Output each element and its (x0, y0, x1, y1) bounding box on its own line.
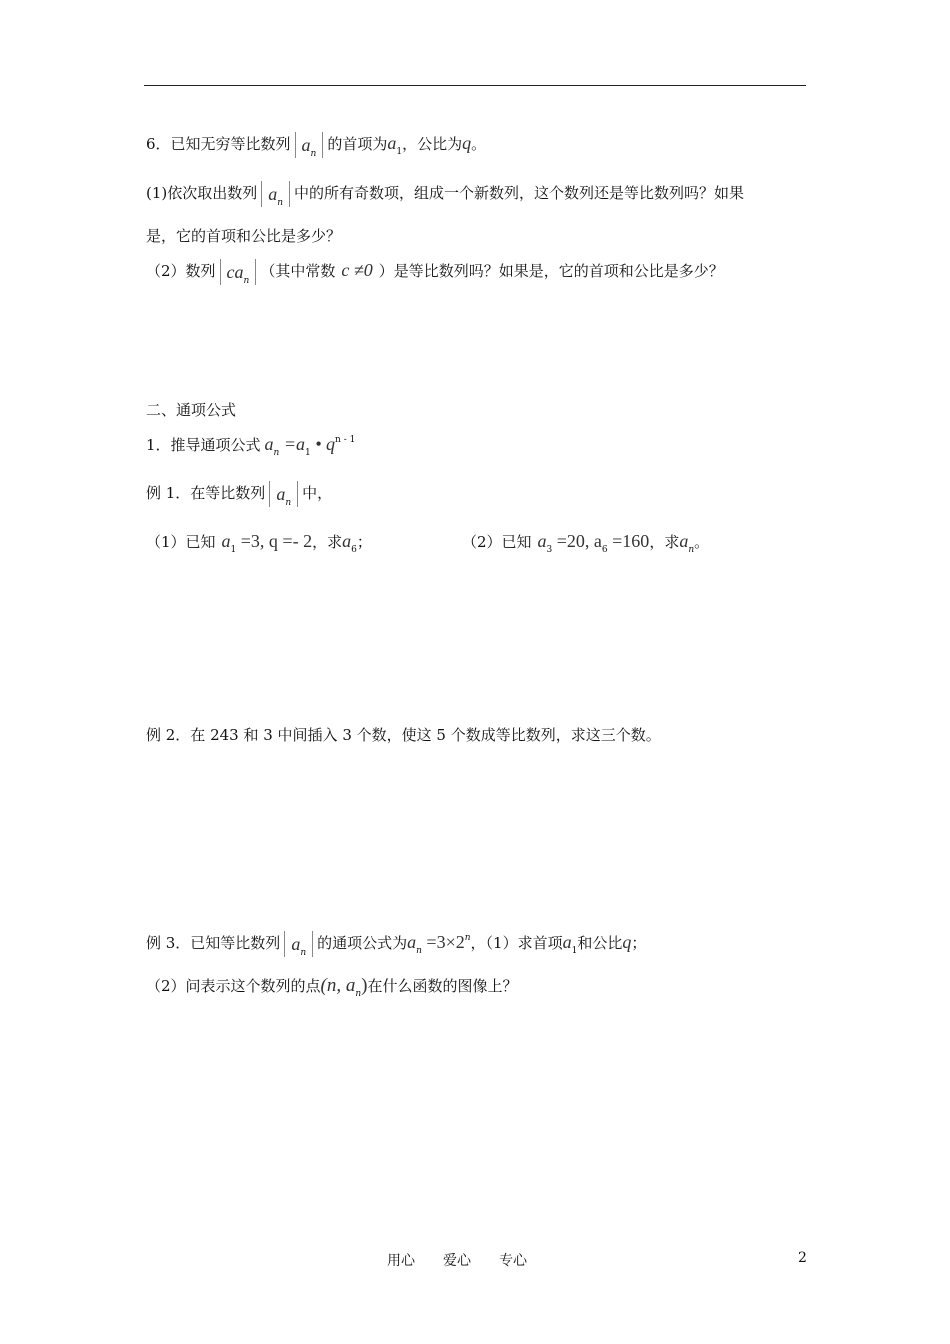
seq-symbol: ca (226, 262, 244, 282)
sequence-brace (261, 181, 290, 207)
question-6-end: 。 (471, 135, 487, 153)
ex3-formula-rhs: =3×2 (421, 932, 465, 952)
ex1-p2-mid: ，求 (649, 533, 680, 551)
example-1-part-2 (462, 531, 709, 560)
ex3-mid: 的通项公式为 (317, 934, 408, 952)
first-term-subscript: 1 (396, 147, 403, 157)
formula-q: • q (310, 434, 336, 454)
seq-subscript: n (277, 198, 284, 208)
part-1-text: 中的所有奇数项，组成一个新数列，这个数列还是等比数列吗？如果 (294, 184, 745, 202)
ex1-p2-sub2: 6 (601, 545, 608, 555)
ex1-p1-prefix: （1）已知 (146, 533, 216, 551)
sequence-brace (295, 132, 324, 158)
ex3-mid3: 和公比 (577, 934, 623, 952)
ex3-p2-end: 在什么函数的图像上？ (367, 977, 518, 995)
seq-symbol: a (276, 484, 286, 504)
ex3-a1: a (562, 932, 572, 952)
sequence-brace (284, 931, 313, 957)
formula-eq: =a (279, 434, 305, 454)
ex3-point-close: ) (361, 975, 368, 996)
ex1-p2-prefix: （2）已知 (462, 533, 532, 551)
example-1-end: 中， (302, 484, 333, 502)
ex3-a1-sub: 1 (571, 946, 578, 956)
ex1-p1-sub: 1 (230, 545, 237, 555)
sequence-brace (220, 259, 257, 285)
ex3-mid2: ，（1）求首项 (470, 934, 563, 952)
section-2-title: 二、通项公式 (146, 401, 237, 419)
question-6-part-1-cont: 是，它的首项和公比是多少？ (146, 227, 342, 245)
ex1-p2-cond1: =20, a (552, 531, 602, 551)
formula-exponent: n - 1 (335, 435, 356, 445)
question-6-part-1 (146, 181, 744, 207)
ex1-p2-target: a (679, 531, 689, 551)
question-6-part-2 (146, 259, 724, 285)
ex3-point-open: (n, a (320, 975, 356, 996)
question-6-text: 6．已知无穷等比数列 (146, 135, 291, 153)
ex3-formula-exp: n (464, 933, 471, 943)
ex1-p2-sub1: 3 (546, 545, 553, 555)
part-2-end: ）是等比数列吗？如果是，它的首项和公比是多少？ (378, 262, 724, 280)
ex3-p2-prefix: （2）问表示这个数列的点 (146, 977, 321, 995)
ex3-formula-sub: n (416, 946, 422, 956)
part-2-mid: （其中常数 (260, 262, 336, 280)
formula-a1-sub: 1 (305, 448, 311, 458)
footer-motto: 用心 爱心 专心 (387, 1253, 527, 1269)
ex1-p1-target-sub: 6 (351, 545, 357, 555)
ex1-p2-a: a (537, 531, 547, 551)
item-1 (146, 430, 355, 463)
seq-symbol: a (291, 934, 301, 954)
part-2-prefix: （2）数列 (146, 262, 216, 280)
ex1-p2-target-sub: n (688, 545, 695, 555)
ex1-p1-target: a (342, 531, 352, 551)
sequence-brace (269, 481, 298, 507)
example-1-part-1 (146, 531, 372, 560)
part-1-prefix: (1)依次取出数列 (146, 184, 258, 202)
example-3-part-2 (146, 976, 518, 1004)
seq-symbol: a (268, 184, 278, 204)
ex3-end: ； (631, 934, 647, 952)
ex1-p1-a: a (221, 531, 231, 551)
ex3-q: q (622, 932, 632, 952)
item-1-text: 1．推导通项公式 (146, 436, 261, 454)
question-6-mid2: ，公比为 (402, 135, 463, 153)
ratio-symbol: q (462, 133, 472, 153)
seq-subscript: n (300, 948, 307, 958)
ex3-point-sub: n (355, 989, 362, 999)
ex1-p2-cond2: =160 (607, 531, 650, 551)
example-1-prefix: 例 1．在等比数列 (146, 484, 266, 502)
constant-condition: c ≠0 (341, 260, 373, 280)
ex1-p1-cond: =3, q =- 2 (236, 531, 313, 551)
question-6-mid: 的首项为 (327, 135, 388, 153)
example-3 (146, 928, 646, 961)
ex1-p2-end: 。 (694, 533, 710, 551)
example-2: 例 2．在 243 和 3 中间插入 3 个数，使这 5 个数成等比数列，求这三个数。 (146, 726, 661, 744)
seq-subscript: n (310, 149, 317, 159)
seq-subscript: n (243, 276, 250, 286)
ex3-prefix: 例 3．已知等比数列 (146, 934, 281, 952)
page-number: 2 (798, 1250, 807, 1266)
question-6 (146, 132, 486, 162)
example-1 (146, 481, 332, 507)
ex3-formula-a: a (407, 932, 417, 952)
formula-lhs-sub: n (273, 448, 280, 458)
formula-lhs: a (264, 434, 274, 454)
ex1-p1-end: ； (356, 533, 372, 551)
first-term-symbol: a (387, 133, 397, 153)
ex1-p1-mid: ，求 (312, 533, 343, 551)
header-rule (144, 85, 806, 86)
seq-symbol: a (301, 135, 311, 155)
seq-subscript: n (285, 498, 292, 508)
